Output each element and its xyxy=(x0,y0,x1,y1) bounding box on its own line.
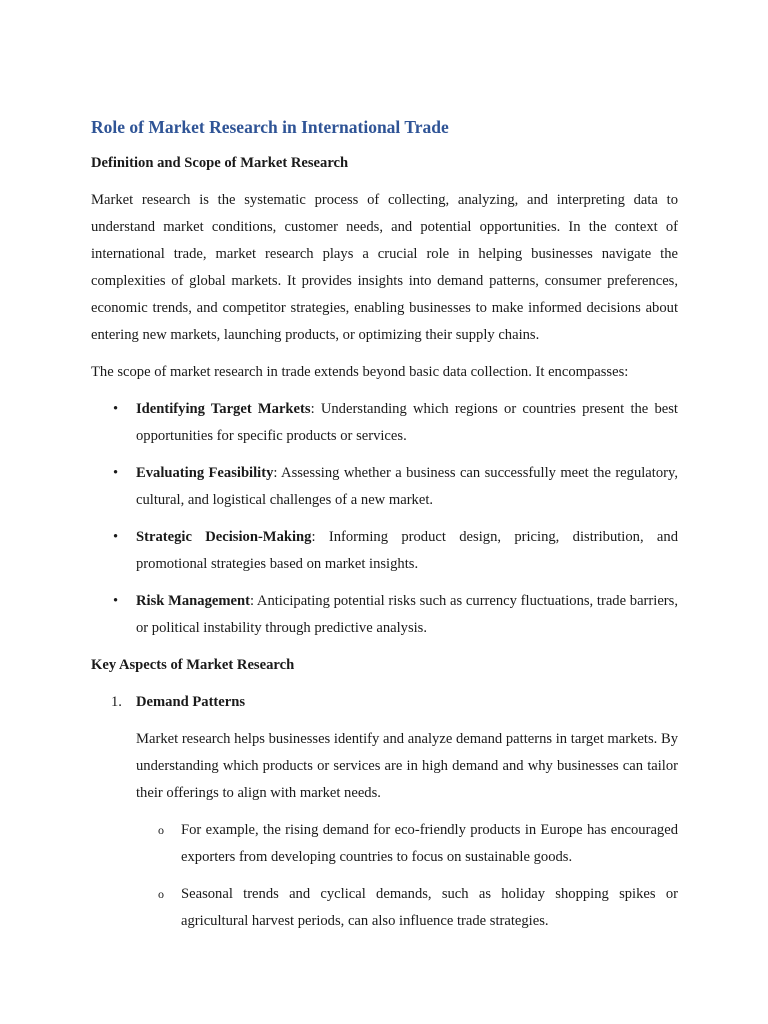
sub-bullet-text: For example, the rising demand for eco-friendly products in Europe has encouraged exporters from developing countries to focus on sustainable goods. xyxy=(181,822,678,865)
bullet-item xyxy=(91,460,678,514)
item-number: 1. xyxy=(111,694,122,710)
bullet-text: : Assessing whether a business can successfully meet the regulatory, cultural, and logistical challenges of a new market. xyxy=(136,465,678,508)
sub-bullet-marker: o xyxy=(158,823,164,837)
bullet-marker: • xyxy=(113,465,119,481)
sub-bullet-text: Seasonal trends and cyclical demands, such as holiday shopping spikes or agricultural harvest periods, can also influence trade strategies. xyxy=(181,886,678,929)
sub-bullet-list xyxy=(91,817,678,935)
bullet-item xyxy=(91,524,678,578)
paragraph-scope: The scope of market research in trade extends beyond basic data collection. It encompasses: xyxy=(91,364,629,380)
bullet-term: Identifying Target Markets xyxy=(136,401,311,417)
sub-bullet-item xyxy=(91,881,678,935)
bullet-term: Evaluating Feasibility xyxy=(136,465,274,481)
bullet-marker: • xyxy=(113,529,119,545)
bullet-text: : Understanding which regions or countries present the best opportunities for specific products or services. xyxy=(136,401,678,444)
paragraph-demand-patterns: Market research helps businesses identify and analyze demand patterns in target markets. By understanding which products or services are in high demand and why businesses can tailor their offerings to align with market needs. xyxy=(136,731,678,801)
bullet-marker: • xyxy=(113,593,119,609)
section-heading-key-aspects: Key Aspects of Market Research xyxy=(91,657,295,673)
sub-bullet-marker: o xyxy=(158,887,164,901)
bullet-item xyxy=(91,588,678,642)
bullet-item xyxy=(91,396,678,450)
bullet-term: Strategic Decision-Making xyxy=(136,529,312,545)
paragraph-definition: Market research is the systematic process of collecting, analyzing, and interpreting data to understand market conditions, customer needs, and potential opportunities. In the context of international trade, market research plays a crucial role in helping businesses navigate the complexities of global markets. It provides insights into demand patterns, consumer preferences, economic trends, and competitor strategies, enabling businesses to make informed decisions about entering new markets, launching products, or optimizing their supply chains. xyxy=(91,192,678,343)
bullet-text: : Informing product design, pricing, distribution, and promotional strategies based on market insights. xyxy=(136,529,679,572)
bullet-text: : Anticipating potential risks such as currency fluctuations, trade barriers, or political instability through predictive analysis. xyxy=(136,593,678,636)
scope-bullet-list xyxy=(91,396,678,642)
numbered-item xyxy=(91,689,678,716)
document-title: Role of Market Research in International Trade xyxy=(91,117,449,137)
item-label: Demand Patterns xyxy=(136,694,246,710)
bullet-term: Risk Management xyxy=(136,593,250,609)
section-heading-definition: Definition and Scope of Market Research xyxy=(91,155,349,171)
bullet-marker: • xyxy=(113,401,119,417)
document-page xyxy=(91,112,678,945)
sub-bullet-item xyxy=(91,817,678,871)
